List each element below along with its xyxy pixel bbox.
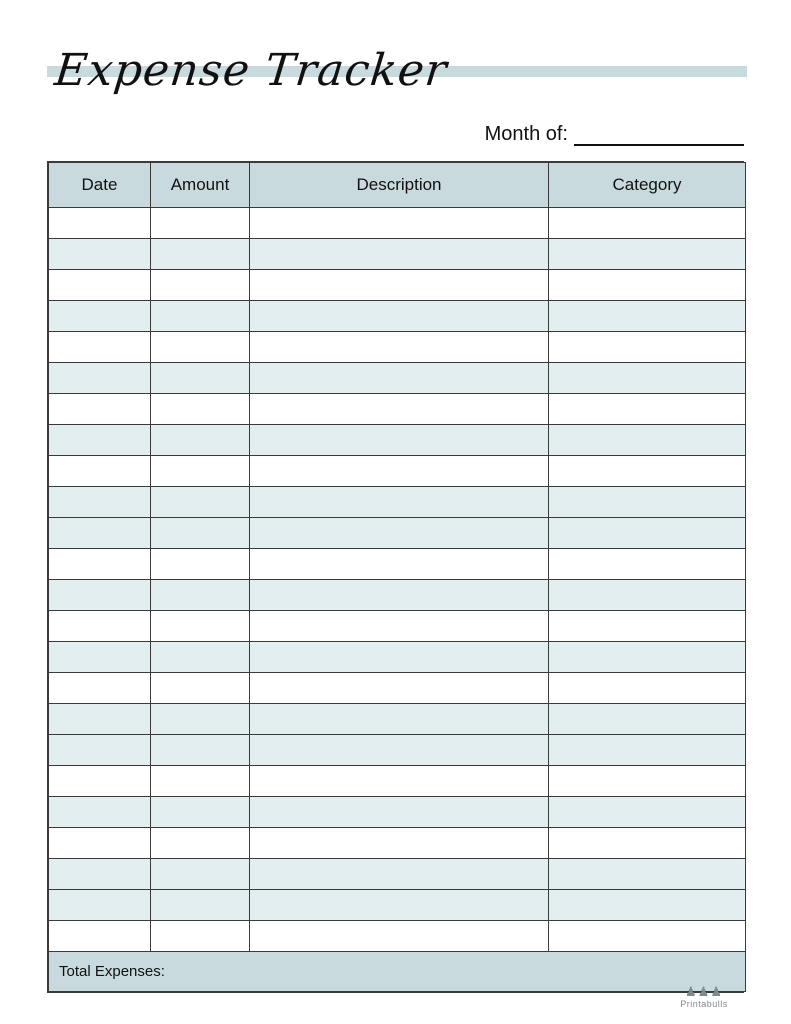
cell-category[interactable] — [549, 704, 746, 735]
cell-date[interactable] — [49, 549, 151, 580]
cell-category[interactable] — [549, 921, 746, 952]
cell-category[interactable] — [549, 270, 746, 301]
cell-description[interactable] — [250, 611, 549, 642]
cell-description[interactable] — [250, 363, 549, 394]
cell-date[interactable] — [49, 518, 151, 549]
cell-category[interactable] — [549, 890, 746, 921]
cell-description[interactable] — [250, 704, 549, 735]
cell-description[interactable] — [250, 394, 549, 425]
cell-date[interactable] — [49, 456, 151, 487]
table-row — [49, 828, 746, 859]
total-row — [49, 952, 746, 992]
bull-logo-icon: ♟♟♟ — [685, 984, 723, 999]
cell-description[interactable] — [250, 828, 549, 859]
month-label: Month of: — [484, 123, 568, 145]
cell-category[interactable] — [549, 797, 746, 828]
cell-amount[interactable] — [151, 208, 250, 239]
cell-date[interactable] — [49, 797, 151, 828]
cell-category[interactable] — [549, 332, 746, 363]
cell-date[interactable] — [49, 239, 151, 270]
cell-date[interactable] — [49, 394, 151, 425]
cell-amount[interactable] — [151, 456, 250, 487]
cell-category[interactable] — [549, 208, 746, 239]
cell-amount[interactable] — [151, 890, 250, 921]
cell-category[interactable] — [549, 828, 746, 859]
cell-date[interactable] — [49, 332, 151, 363]
table-row — [49, 270, 746, 301]
table-header-row — [49, 163, 746, 208]
column-header-amount: Amount — [151, 163, 250, 208]
table-row — [49, 673, 746, 704]
brand-name: Printabulls — [680, 999, 728, 1009]
cell-date[interactable] — [49, 642, 151, 673]
table-row — [49, 766, 746, 797]
table-row — [49, 518, 746, 549]
page-header — [47, 36, 747, 106]
expense-table-container — [47, 161, 744, 993]
table-row — [49, 859, 746, 890]
total-expenses-cell[interactable]: Total Expenses: — [49, 952, 746, 992]
cell-description[interactable] — [250, 859, 549, 890]
cell-date[interactable] — [49, 611, 151, 642]
column-header-date: Date — [49, 163, 151, 208]
cell-date[interactable] — [49, 580, 151, 611]
cell-category[interactable] — [549, 518, 746, 549]
cell-category[interactable] — [549, 487, 746, 518]
cell-category[interactable] — [549, 766, 746, 797]
cell-amount[interactable] — [151, 766, 250, 797]
cell-amount[interactable] — [151, 611, 250, 642]
table-row — [49, 704, 746, 735]
month-input-line[interactable] — [574, 124, 744, 146]
table-row — [49, 301, 746, 332]
cell-category[interactable] — [549, 580, 746, 611]
cell-description[interactable] — [250, 239, 549, 270]
table-row — [49, 332, 746, 363]
cell-date[interactable] — [49, 301, 151, 332]
cell-description[interactable] — [250, 518, 549, 549]
cell-amount[interactable] — [151, 270, 250, 301]
cell-description[interactable] — [250, 270, 549, 301]
cell-date[interactable] — [49, 859, 151, 890]
table-footer — [49, 952, 746, 992]
cell-description[interactable] — [250, 673, 549, 704]
cell-amount[interactable] — [151, 549, 250, 580]
table-row — [49, 735, 746, 766]
cell-date[interactable] — [49, 828, 151, 859]
table-row — [49, 425, 746, 456]
cell-description[interactable] — [250, 890, 549, 921]
cell-description[interactable] — [250, 580, 549, 611]
cell-category[interactable] — [549, 394, 746, 425]
cell-description[interactable] — [250, 549, 549, 580]
table-row — [49, 549, 746, 580]
cell-amount[interactable] — [151, 518, 250, 549]
cell-description[interactable] — [250, 642, 549, 673]
cell-date[interactable] — [49, 208, 151, 239]
cell-category[interactable] — [549, 642, 746, 673]
cell-category[interactable] — [549, 425, 746, 456]
table-row — [49, 239, 746, 270]
table-header — [49, 163, 746, 208]
table-row — [49, 456, 746, 487]
cell-date[interactable] — [49, 735, 151, 766]
cell-description[interactable] — [250, 921, 549, 952]
cell-date[interactable] — [49, 487, 151, 518]
cell-description[interactable] — [250, 425, 549, 456]
cell-category[interactable] — [549, 239, 746, 270]
table-row — [49, 363, 746, 394]
column-header-description: Description — [250, 163, 549, 208]
brand-footer — [664, 985, 744, 1010]
cell-category[interactable] — [549, 301, 746, 332]
table-row — [49, 921, 746, 952]
column-header-category: Category — [549, 163, 746, 208]
cell-description[interactable] — [250, 301, 549, 332]
cell-date[interactable] — [49, 890, 151, 921]
cell-amount[interactable] — [151, 425, 250, 456]
cell-date[interactable] — [49, 704, 151, 735]
cell-amount[interactable] — [151, 704, 250, 735]
expense-table — [48, 162, 746, 992]
cell-amount[interactable] — [151, 239, 250, 270]
cell-description[interactable] — [250, 735, 549, 766]
cell-amount[interactable] — [151, 859, 250, 890]
cell-amount[interactable] — [151, 828, 250, 859]
cell-amount[interactable] — [151, 921, 250, 952]
table-row — [49, 580, 746, 611]
cell-category[interactable] — [549, 611, 746, 642]
table-row — [49, 642, 746, 673]
cell-amount[interactable] — [151, 797, 250, 828]
page-title: Expense Tracker — [52, 45, 450, 96]
cell-date[interactable] — [49, 363, 151, 394]
cell-category[interactable] — [549, 456, 746, 487]
cell-category[interactable] — [549, 673, 746, 704]
cell-date[interactable] — [49, 766, 151, 797]
cell-description[interactable] — [250, 766, 549, 797]
cell-category[interactable] — [549, 859, 746, 890]
table-body — [49, 208, 746, 952]
cell-description[interactable] — [250, 456, 549, 487]
cell-amount[interactable] — [151, 642, 250, 673]
cell-description[interactable] — [250, 332, 549, 363]
table-row — [49, 394, 746, 425]
cell-description[interactable] — [250, 797, 549, 828]
table-row — [49, 890, 746, 921]
cell-description[interactable] — [250, 487, 549, 518]
cell-date[interactable] — [49, 270, 151, 301]
cell-amount[interactable] — [151, 332, 250, 363]
cell-category[interactable] — [549, 735, 746, 766]
month-field[interactable] — [485, 122, 744, 146]
cell-date[interactable] — [49, 921, 151, 952]
cell-amount[interactable] — [151, 487, 250, 518]
table-row — [49, 487, 746, 518]
cell-date[interactable] — [49, 425, 151, 456]
cell-category[interactable] — [549, 549, 746, 580]
cell-amount[interactable] — [151, 301, 250, 332]
table-row — [49, 611, 746, 642]
cell-description[interactable] — [250, 208, 549, 239]
cell-amount[interactable] — [151, 673, 250, 704]
cell-amount[interactable] — [151, 580, 250, 611]
table-row — [49, 208, 746, 239]
cell-amount[interactable] — [151, 735, 250, 766]
cell-date[interactable] — [49, 673, 151, 704]
cell-category[interactable] — [549, 363, 746, 394]
cell-amount[interactable] — [151, 363, 250, 394]
cell-amount[interactable] — [151, 394, 250, 425]
table-row — [49, 797, 746, 828]
